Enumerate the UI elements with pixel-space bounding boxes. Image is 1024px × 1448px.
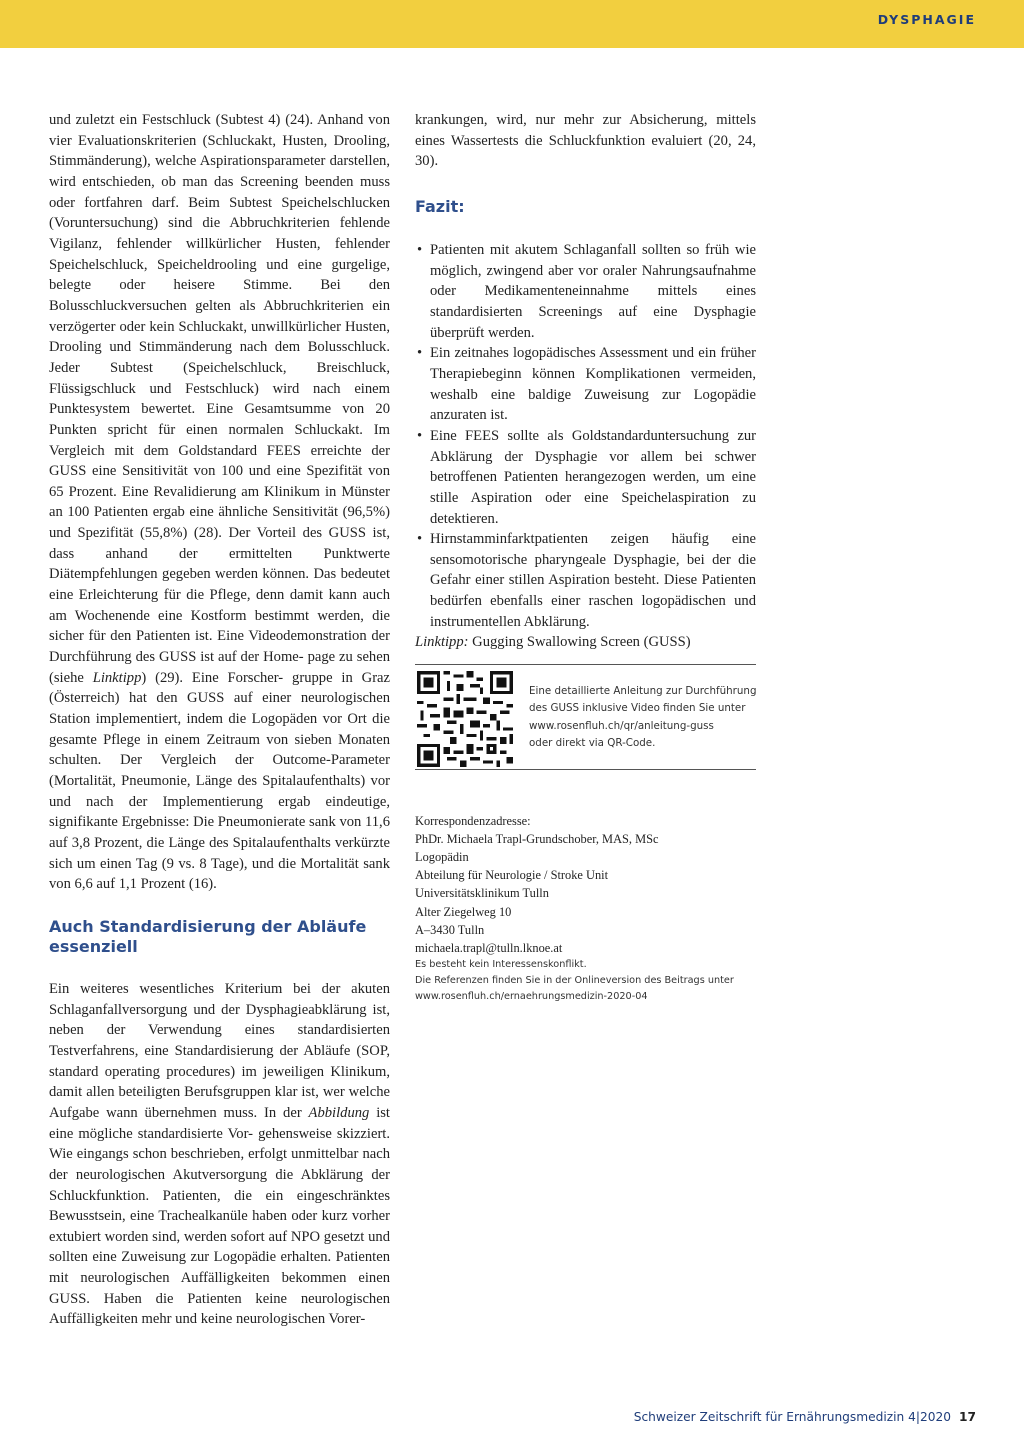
qr-caption-line: www.rosenfluh.ch/qr/anleitung-guss — [529, 719, 714, 732]
footer — [634, 1410, 976, 1424]
linktipp-reference: Linktipp — [92, 669, 142, 686]
contact-line: PhDr. Michaela Trapl-Grundschober, MAS, MSc — [415, 832, 659, 847]
fazit-list — [415, 240, 756, 632]
contact-line: A–3430 Tulln — [415, 922, 485, 937]
fazit-heading: Fazit: — [415, 196, 465, 216]
text-fragment: ) (29). Eine Forscher- — [141, 669, 284, 686]
contact-line: Logopädin — [415, 850, 469, 865]
references-note — [415, 973, 756, 1005]
qr-box — [415, 664, 756, 770]
contact-line: michaela.trapl@tulln.lknoe.at — [415, 940, 563, 955]
fazit-bullet: • Eine FEES sollte als Goldstandarduntersuchung zur Abklärung der Dysphagie vor allem bei schwer betroffenen Patienten herangezogen werden, um eine stille Aspiration oder eine Speichelaspiration zu detektieren. — [415, 426, 756, 529]
qr-caption-line: des GUSS inklusive Video finden Sie unter — [529, 702, 746, 715]
paragraph-continuation: krankungen, wird, nur mehr zur Absicherung, mittels eines Wassertests die Schluckfunktion evaluiert (20, 24, 30). — [415, 112, 756, 170]
paragraph-standardisierung: Ein weiteres wesentliches Kriterium bei der akuten Schlaganfallversorgung und der Dysphagieabklärung ist, neben der Verwendung eines standardisierten Testverfahrens, eine Standardisierung der Abläufe (SOP, standard operating procedures) im jeweiligen Klinikum, damit allen beteiligten Berufsgruppen klar ist, wer welche Aufgabe wann übernehmen muss. In der Abbildung ist eine mögliche standardisierte Vor- gehensweise skizziert. Wie eingangs schon beschrieben, erfolgt unmittelbar nach der neurologischen Akutversorgung die Abklärung der Schluckfunktion. Patienten, die ein eingeschränktes Bewusstsein, eine Trachealkanüle haben oder kurz vorher extubiert worden sind, werden sofort auf NPO gesetzt und sollten eine Zuweisung zur Logopädie erhalten. Patienten mit neurologischen Auffälligkeiten bekommen einen GUSS. Haben die Patienten keine neurologischen Auffälligkeiten mehr und keine neurologischen Vorer- — [49, 980, 391, 1328]
text-fragment: ist eine mögliche standardisierte Vor- — [49, 1104, 390, 1142]
linktipp — [415, 632, 756, 653]
qr-caption-line: Eine detaillierte Anleitung zur Durchführung — [529, 685, 757, 698]
conflict-statement: Es besteht kein Interessenskonflikt. — [415, 958, 587, 970]
journal-title: Schweizer Zeitschrift für Ernährungsmedizin 4|2020 — [633, 1410, 952, 1424]
text-fragment: page zu sehen (siehe — [49, 649, 390, 686]
qr-caption-line: oder direkt via QR-Code. — [529, 736, 656, 749]
left-column — [49, 110, 390, 1330]
qr-caption — [529, 683, 759, 752]
correspondence-address — [415, 812, 756, 957]
contact-line: Korrespondenzadresse: — [415, 814, 531, 829]
abbildung-reference: Abbildung — [308, 1104, 370, 1121]
paragraph-guss: und zuletzt ein Festschluck (Subtest 4) (24). Anhand von vier Evaluationskriterien (Schluckakt, Husten, Drooling, Stimmänderung), welche Aspirationsparameter darstellen, wird entschieden, ob man das Screening beenden muss oder fortfahren darf. Beim Subtest Speichelschlucken (Voruntersuchung) sind die Abbruchkriterien fehlende Vigilanz, fehlender willkürlicher Husten, fehlender Speichelschluck, Speicheldrooling und eine gurgelige, belegte oder heisere Stimme. Bei den Bolusschluckversuchen gelten als Abbruchkriterien ein verzögerter oder kein Schluckakt, unwillkürlicher Husten, Drooling und Stimmänderung nach dem Bolusschluck. Jeder Subtest (Speichelschluck, Breischluck, Flüssigschluck und Festschluck) wird nach einem Punktesystem bewertet. Eine Gesamtsumme von 20 Punkten spricht für einen normalen Schluckakt. Im Vergleich mit dem Goldstandard FEES erreichte der GUSS eine Sensitivität von 100 und eine Spezifität von 65 Prozent. Eine Revalidierung am Klinikum in Münster an 100 Patienten ergab eine ähnliche Sensitivität (96,5%) und Spezifität (55,8%) (28). Der Vorteil des GUSS ist, dass anhand der ermittelten Punktwerte Diätempfehlungen gegeben werden können. Das bedeutet eine Erleichterung für die Pflege, denn damit kann auch am Wochenende eine Kostform bestimmt werden, die sicher für den Patienten ist. Eine Videodemonstration der Durchführung des GUSS ist auf der Home- page zu sehen (siehe Linktipp) (29). Eine Forscher- gruppe in Graz (Österreich) hat den GUSS auf einer neurologischen Station implementiert, indem die Logopäden vor Ort die gesamte Pflege in einem Zeitraum von sieben Monaten schulten. Der Vergleich der Outcome-Parameter (Mortalität, Pneumonie, Länge des Spitalaufenthalts) vor und nach der Implementierung ergab eindeutige, signifikante Ergebnisse: Die Pneumonierate sank von 11,6 auf 3,8 Prozent, die Länge des Spitalaufenthalts verkürzte sich um einen Tag (9 vs. 8 Tage), und die Mortalität sank von 6,6 auf 1,1 Prozent (16). — [49, 112, 391, 893]
page-number: 17 — [959, 1410, 976, 1424]
text-fragment: der — [283, 1104, 309, 1121]
header-bar — [0, 0, 1024, 48]
right-column — [415, 110, 756, 1005]
fazit-bullet: • Hirnstamminfarktpatienten zeigen häufig eine sensomotorische pharyngeale Dysphagie, bei der die Gefahr einer stillen Aspiration besteht. Diese Patienten bedürfen ebenfalls einer raschen logopädischen und instrumentellen Abklärung. — [415, 529, 756, 632]
fazit-bullet: • Ein zeitnahes logopädisches Assessment und ein früher Therapiebeginn können Komplikationen vermeiden, weshalb eine baldige Zuweisung zur Logopädie anzuraten ist. — [415, 343, 756, 426]
contact-line: Alter Ziegelweg 10 — [415, 904, 512, 919]
fazit-bullet: • Patienten mit akutem Schlaganfall sollten so früh wie möglich, zwingend aber vor oraler Nahrungsaufnahme oder Medikamenteneinnahme mittels eines standardisierten Screenings auf eine Dysphagie überprüft werden. — [415, 240, 756, 343]
references-line: www.rosenfluh.ch/ernaehrungsmedizin-2020-04 — [415, 990, 648, 1002]
contact-line: Abteilung für Neurologie / Stroke Unit — [415, 868, 609, 883]
linktipp-label: Linktipp: — [415, 634, 469, 651]
qr-code-icon[interactable] — [417, 671, 513, 767]
references-line: Die Referenzen finden Sie in der Onlineversion des Beitrags unter — [415, 974, 734, 986]
section-label: DYSPHAGIE — [877, 12, 976, 27]
linktipp-text: Gugging Swallowing Screen (GUSS) — [468, 634, 691, 651]
contact-line: Universitätsklinikum Tulln — [415, 886, 549, 901]
section-heading: Auch Standardisierung der Abläufe essenziell — [49, 916, 367, 956]
